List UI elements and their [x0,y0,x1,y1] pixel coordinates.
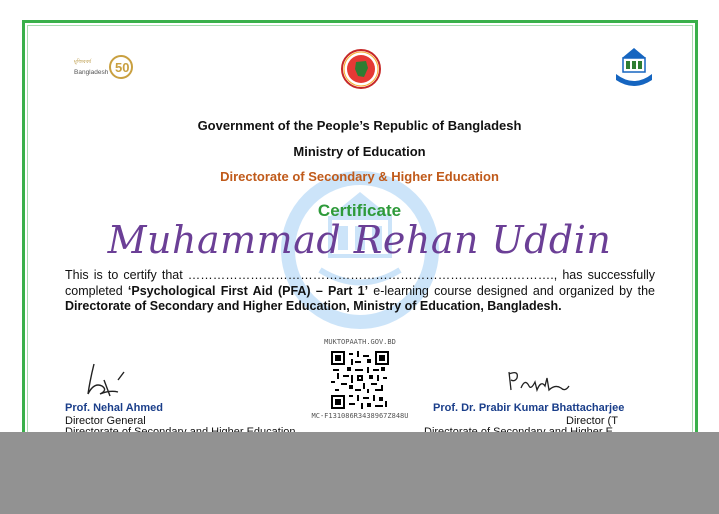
signer-right-name: Prof. Dr. Prabir Kumar Bhattacharjee [433,402,625,414]
verification-url: MUKTOPAATH.GOV.BD [324,338,396,346]
bottom-overlay-band [0,432,719,514]
fifty-logo-text: 50 [115,60,130,75]
verification-code: MC-F131086R3438967Z848U [311,412,409,420]
qr-code-icon [331,351,389,409]
signer-left-name: Prof. Nehal Ahmed [65,402,163,414]
signer-left-title: Director General [65,415,146,427]
bangladesh-logo-text: Bangladesh [74,69,109,76]
certificate-body [65,268,655,315]
signature-left [80,360,140,400]
body-text-middle: e-learning course designed and organized by the [368,283,655,298]
dshe-logo-icon [612,44,656,90]
organizer-name: Directorate of Secondary and Higher Education, Ministry of Education, Bangladesh. [65,299,562,313]
svg-text:মুজিববর্ষ: মুজিববর্ষ [74,59,92,65]
body-text-intro: This is to certify that ……………………………………………………………………………., has successfully completed [65,268,655,298]
certificate-title: Certificate [317,201,402,220]
government-heading: Government of the People’s Republic of Bangladesh [197,118,522,133]
course-name: ‘Psychological First Aid (PFA) – Part 1’ [127,283,369,298]
ministry-heading: Ministry of Education [293,144,426,159]
recipient-name: Muhammad Rehan Uddin [107,218,612,262]
bangladesh-50-logo [72,50,134,86]
signer-right-title: Director (T [566,415,618,427]
directorate-heading: Directorate of Secondary & Higher Education [220,169,499,184]
government-seal-icon [340,48,382,90]
signature-right [505,366,575,396]
